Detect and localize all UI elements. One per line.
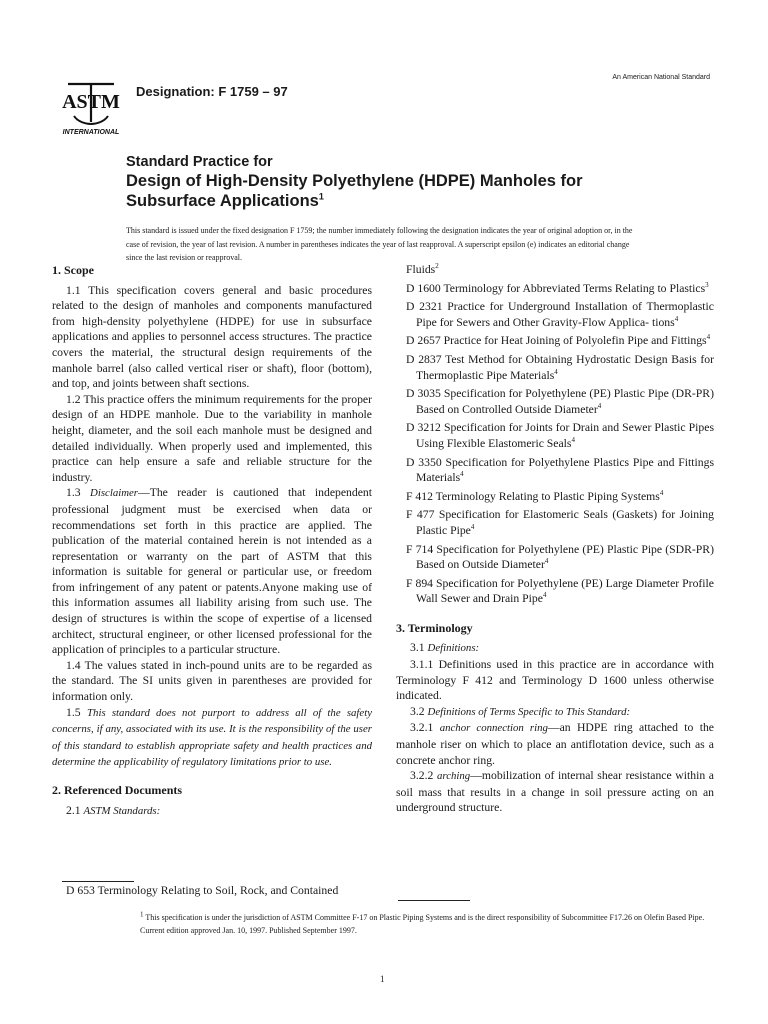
terminology-3-1: 3.1 Definitions:: [410, 641, 480, 655]
reference-item: F 477 Specification for Elastomeric Seals (Gaskets) for Joining Plastic Pipe$^4$: [406, 508, 714, 537]
reference-list: [396, 262, 714, 607]
designation: Designation: F 1759 – 97: [136, 84, 288, 99]
title-footnote-marker: 1: [318, 191, 324, 202]
reference-item: Fluids$^2$: [406, 262, 439, 276]
reference-item: D 3350 Specification for Polyethylene Plastics Pipe and Fittings Materials$^4$: [406, 455, 714, 485]
svg-text:ASTM: ASTM: [62, 91, 120, 113]
footnotes: [126, 912, 716, 936]
reference-item: D 2657 Practice for Heat Joining of Polyolefin Pipe and Fittings$^4$: [406, 333, 711, 348]
national-standard-label: An American National Standard: [612, 74, 710, 81]
footnote-1: $^1$ This specification is under the jurisdiction of ASTM Committee F-17 on Plastic Piping Systems and is the direct responsibility of Subcommittee F17.26 on Olefin Based Pipe.: [140, 910, 705, 922]
page-number: 1: [380, 974, 385, 984]
scope-1-1: 1.1 This specification covers general and basic procedures related to the design of manholes and components manufactured from high-density polyethylene (HDPE) for use in subsurface applications and applies to personnel access structures. The practice covers the material, the structural design requirements of the manhole barrel (also called vertical riser or shaft), floor (bottom), and top, and joints between shaft sections.: [52, 283, 372, 391]
terminology-3-2-2: 3.2.2 arching—mobilization of internal shear resistance within a soil mass that results in a change in soil pressure acting on an underground structure.: [396, 769, 714, 815]
referenced-documents-heading: 2. Referenced Documents: [52, 783, 183, 797]
reference-d653: D 653 Terminology Relating to Soil, Rock, and Contained: [66, 884, 339, 897]
svg-text:INTERNATIONAL: INTERNATIONAL: [62, 129, 120, 136]
scope-1-3: 1.3 Disclaimer—The reader is cautioned that independent professional judgment must be exercised when data or recommendations set forth in this practice are applied. The publication of the material contained herein is not intended as a representation or warranty on the part of ASTM that this information is suitable for general or particular use, or freedom from infringement of any patent or patents.Anyone making use of this information assumes all liability arising from such use. The design of structures is within the scope of expertise of a licensed architect, structural engineer, or other licensed professional for the application of principles to a particular structure.: [52, 486, 373, 657]
reference-item: D 3212 Specification for Joints for Drain and Sewer Plastic Pipes Using Flexible Elastomeric Seals$^4$: [406, 421, 714, 450]
footnote-rule-right: [398, 900, 470, 901]
astm-logo: [58, 78, 124, 136]
reference-item: D 2837 Test Method for Obtaining Hydrostatic Design Basis for Thermoplastic Pipe Materials$^4$: [406, 352, 714, 382]
terminology-heading: 3. Terminology: [396, 620, 473, 635]
reference-item: D 1600 Terminology for Abbreviated Terms Relating to Plastics$^3$: [406, 280, 709, 295]
disclaimer-label: Disclaimer: [90, 487, 139, 500]
title-prefix: Standard Practice for: [126, 154, 273, 170]
title-line-1: Design of High-Density Polyethylene (HDPE) Manholes for: [126, 172, 583, 190]
title-line-2: Subsurface Applications$^1$: [126, 191, 324, 210]
right-column: [396, 262, 714, 816]
footnote-rule-left: [62, 881, 134, 882]
reference-item: D 3035 Specification for Polyethylene (PE) Plastic Pipe (DR-PR) Based on Controlled Outside Diameter$^4$: [406, 387, 714, 416]
reference-item: F 894 Specification for Polyethylene (PE) Large Diameter Profile Wall Sewer and Drain Pipe$^4$: [406, 576, 714, 606]
footnote-edition: Current edition approved Jan. 10, 1997. Published September 1997.: [140, 926, 357, 935]
scope-1-4: 1.4 The values stated in inch-pound units are to be regarded as the standard. The SI units given in parentheses are provided for information only.: [52, 658, 372, 704]
reference-item: F 714 Specification for Polyethylene (PE) Plastic Pipe (SDR-PR) Based on Outside Diameter$^4$: [406, 542, 714, 572]
reference-item: D 2321 Practice for Underground Installation of Thermoplastic Pipe for Sewers and Other Gravity-Flow Applica- tions$^4$: [406, 300, 714, 329]
terminology-3-2: 3.2 Definitions of Terms Specific to This Standard:: [410, 704, 631, 718]
scope-1-2: 1.2 This practice offers the minimum requirements for the proper design of an HDPE manhole. Due to the variability in manhole height, diameter, and the soil each manhole must be designed and detailed individually. When properly used and implemented, this practice can help ensure a safe and reliable structure for the industry.: [52, 392, 372, 484]
left-column: [52, 263, 372, 819]
title-block: [126, 153, 686, 211]
reference-item: F 412 Terminology Relating to Plastic Piping Systems$^4$: [406, 488, 664, 503]
scope-heading: 1. Scope: [52, 263, 94, 277]
terminology-3-2-1: 3.2.1 anchor connection ring—an HDPE ring attached to the manhole riser on which to place an antiflotation device, such as a concrete anchor ring.: [396, 721, 714, 767]
terminology-3-1-1: 3.1.1 Definitions used in this practice are in accordance with Terminology F 412 and Terminology D 1600 unless otherwise indicated.: [396, 658, 714, 703]
astm-standards-subheading: 2.1 ASTM Standards:: [66, 803, 161, 817]
issuance-note: This standard is issued under the fixed designation F 1759; the number immediately following the designation indicates the year of original adoption or, in the case of revision, the year of last revision. A number in parentheses indicates the year of last reapproval. A superscript epsilon (e) indicates an editorial change since the last revision or reapproval.: [126, 226, 633, 262]
scope-1-5: 1.5 This standard does not purport to address all of the safety concerns, if any, associated with its use. It is the responsibility of the user of this standard to establish appropriate safety and health practices and determine the applicability of regulatory limitations prior to use.: [52, 705, 373, 769]
